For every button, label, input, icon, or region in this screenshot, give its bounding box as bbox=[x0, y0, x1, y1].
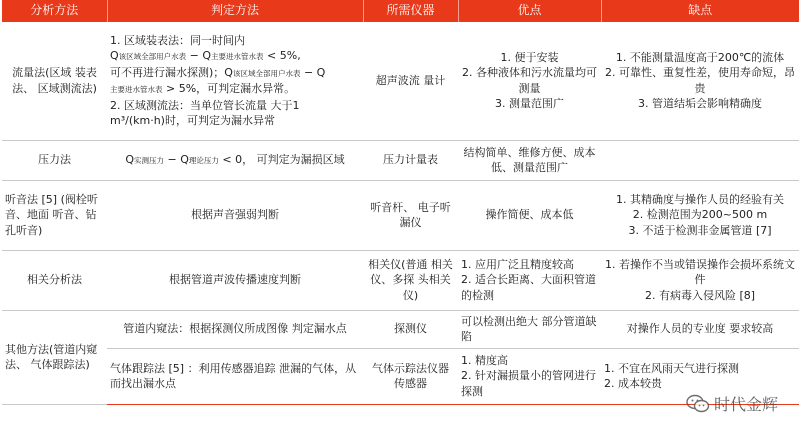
instrument-cell: 气体示踪法仪器 传感器 bbox=[363, 348, 458, 404]
watermark bbox=[686, 392, 778, 415]
pros-cell bbox=[458, 22, 601, 140]
table-row bbox=[2, 310, 799, 348]
pros-item: 1. 精度高 bbox=[461, 353, 508, 367]
instrument-cell: 探测仪 bbox=[363, 310, 458, 348]
wechat-icon bbox=[686, 394, 710, 414]
cons-item: 2. 有病毒入侵风险 [8] bbox=[644, 288, 756, 302]
cons-item: 1. 其精确度与操作人员的经验有关 bbox=[616, 192, 784, 206]
watermark-text: 时代金辉 bbox=[713, 395, 778, 414]
judge-cell: 管道内窥法：根据探测仪所成图像 判定漏水点 bbox=[107, 310, 363, 348]
judge-cell bbox=[107, 22, 363, 140]
table-row bbox=[2, 140, 799, 180]
method-cell: 压力法 bbox=[2, 140, 107, 180]
method-cell: 其他方法(管道内窥法、 气体跟踪法) bbox=[2, 310, 107, 404]
judge-text: 主要进水管水表 > 5%，可判定漏水异常。 bbox=[110, 82, 296, 96]
header-pros: 优点 bbox=[458, 0, 601, 22]
cons-item: 3. 不适于检测非金属管道 [7] bbox=[628, 223, 772, 237]
method-cell: 听音法 [5] (阀栓听音、地面 听音、钻孔听音) bbox=[2, 180, 107, 250]
cons-item: 1. 不能测量温度高于200℃的流体 bbox=[615, 50, 785, 64]
judge-text: m³/(km·h)时，可判定为漏水异常 bbox=[110, 114, 275, 128]
method-cell: 流量法(区域 装表法、 区域测流法) bbox=[2, 22, 107, 140]
comparison-table bbox=[2, 0, 799, 405]
judge-text: 可不再进行漏水探测)；Q该区域全部用户水表 − Q bbox=[110, 65, 326, 79]
table-row bbox=[2, 250, 799, 310]
table-header-row bbox=[2, 0, 799, 22]
table-row bbox=[2, 22, 799, 140]
judge-cell: 根据管道声波传播速度判断 bbox=[107, 250, 363, 310]
judge-cell: 气体跟踪法 [5] ：利用传感器追踪 泄漏的气体，从而找出漏水点 bbox=[107, 348, 363, 404]
method-cell: 相关分析法 bbox=[2, 250, 107, 310]
header-judge: 判定方法 bbox=[107, 0, 363, 22]
cons-item: 1. 不宜在风雨天气进行探测 bbox=[604, 361, 739, 375]
pros-cell: 可以检测出绝大 部分管道缺陷 bbox=[458, 310, 601, 348]
header-method: 分析方法 bbox=[2, 0, 107, 22]
pros-item: 1. 应用广泛且精度较高 bbox=[461, 257, 574, 271]
cons-cell: 对操作人员的专业度 要求较高 bbox=[601, 310, 799, 348]
judge-text: Q该区域全部用户水表 − Q主要进水管水表 < 5%, bbox=[110, 49, 301, 63]
cons-cell bbox=[601, 140, 799, 180]
pros-cell: 操作简便、成本低 bbox=[458, 180, 601, 250]
table-row bbox=[2, 348, 799, 404]
instrument-cell: 压力计量表 bbox=[363, 140, 458, 180]
cons-cell bbox=[601, 180, 799, 250]
cons-item: 2. 检测范围为200~500 m bbox=[632, 208, 768, 222]
cons-item: 2. 可靠性、重复性差，使用寿命短，昂贵 bbox=[605, 66, 795, 95]
pros-item: 1. 便于安装 bbox=[500, 50, 559, 64]
pros-cell bbox=[458, 250, 601, 310]
cons-cell bbox=[601, 250, 799, 310]
cons-item: 1. 若操作不当或错误操作会损坏系统文件 bbox=[605, 257, 795, 287]
cons-item: 3. 管道结垢会影响精确度 bbox=[638, 97, 762, 111]
judge-text: 2. 区域测流法：当单位管长流量 大于1 bbox=[110, 98, 300, 112]
judge-text: 1. 区域装表法：同一时间内 bbox=[110, 33, 245, 47]
header-instrument: 所需仪器 bbox=[363, 0, 458, 22]
pros-item: 3. 测量范围广 bbox=[495, 97, 564, 111]
cons-item: 2. 成本较贵 bbox=[604, 377, 662, 390]
table-row bbox=[2, 180, 799, 250]
instrument-cell: 超声波流 量计 bbox=[363, 22, 458, 140]
pros-item: 2. 针对漏损量小的管网进行探测 bbox=[461, 369, 596, 398]
instrument-cell: 相关仪(普通 相关仪、多探 头相关仪) bbox=[363, 250, 458, 310]
judge-cell: Q实测压力 − Q理论压力 < 0， 可判定为漏损区域 bbox=[107, 140, 363, 180]
judge-cell: 根据声音强弱判断 bbox=[107, 180, 363, 250]
pros-cell bbox=[458, 348, 601, 404]
pros-item: 2. 适合长距离、大面积管道的检测 bbox=[461, 273, 596, 302]
instrument-cell: 听音杆、 电子听漏仪 bbox=[363, 180, 458, 250]
pros-item: 2. 各种液体和污水流量均可测量 bbox=[462, 66, 597, 95]
cons-cell bbox=[601, 22, 799, 140]
pros-cell: 结构简单、维修方便、成本低、测量范围广 bbox=[458, 140, 601, 180]
header-cons: 缺点 bbox=[601, 0, 799, 22]
